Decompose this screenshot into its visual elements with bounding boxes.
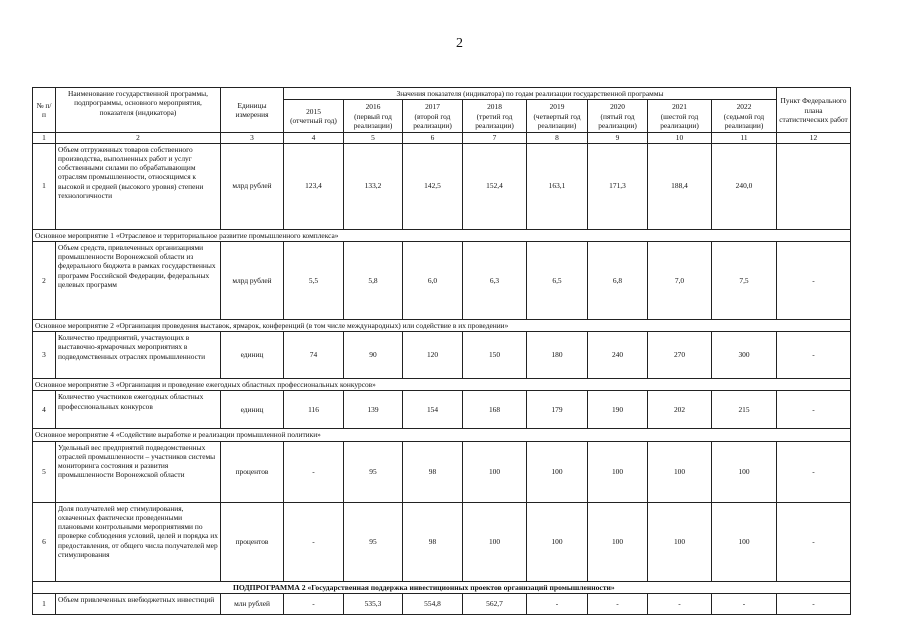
indicator-units: единиц (221, 332, 284, 379)
header-no: № п/п (33, 88, 56, 133)
indicator-units: единиц (221, 391, 284, 429)
indicator-value: 152,4 (463, 143, 527, 229)
indicator-value: 139 (344, 391, 403, 429)
indicator-value: 5,5 (284, 241, 344, 319)
table-row (33, 143, 851, 229)
indicator-name: Объем средств, привлеченных организациями промышленности Воронежской области из федерального бюджета в рамках государственных программ Российской Федерации, федеральных целевых программ (56, 241, 221, 319)
indicator-value: 215 (712, 391, 777, 429)
column-number: 5 (344, 133, 403, 143)
indicator-value: 100 (712, 502, 777, 581)
column-number: 4 (284, 133, 344, 143)
header-year (588, 100, 648, 133)
indicator-value: 74 (284, 332, 344, 379)
indicator-value: - (527, 593, 588, 614)
indicator-value: 100 (588, 502, 648, 581)
page-number: 2 (456, 36, 463, 51)
row-number: 5 (33, 441, 56, 502)
fed-plan-item: - (777, 241, 851, 319)
indicator-value: 190 (588, 391, 648, 429)
indicator-units: процентов (221, 441, 284, 502)
row-number: 2 (33, 241, 56, 319)
column-number: 3 (221, 133, 284, 143)
year-label: 2021 (672, 102, 687, 112)
indicator-value: 5,8 (344, 241, 403, 319)
indicator-value: 270 (648, 332, 712, 379)
indicator-value: 100 (463, 502, 527, 581)
indicator-value: 98 (403, 502, 463, 581)
indicator-value: 240 (588, 332, 648, 379)
indicator-value: 168 (463, 391, 527, 429)
table-row (33, 332, 851, 379)
year-note: (четвертый год реализации) (533, 111, 581, 130)
indicator-value: 123,4 (284, 143, 344, 229)
table-row (33, 241, 851, 319)
indicator-value: 95 (344, 502, 403, 581)
indicator-value: 150 (463, 332, 527, 379)
year-note: (второй год реализации) (413, 111, 452, 130)
indicator-value: 100 (648, 502, 712, 581)
indicator-value: 154 (403, 391, 463, 429)
indicator-value: 100 (588, 441, 648, 502)
subprogram-row (33, 581, 851, 593)
indicator-value: 188,4 (648, 143, 712, 229)
year-label: 2020 (610, 102, 625, 112)
indicator-value: 100 (463, 441, 527, 502)
indicator-value: 142,5 (403, 143, 463, 229)
fed-plan-item: - (777, 391, 851, 429)
column-number: 1 (33, 133, 56, 143)
fed-plan-item (777, 143, 851, 229)
subprogram-title: ПОДПРОГРАММА 2 «Государственная поддержка инвестиционных проектов организаций промышленности» (33, 581, 851, 593)
header-fed-plan: Пункт Федерального плана статистических работ (777, 88, 851, 133)
indicator-value: 95 (344, 441, 403, 502)
year-label: 2022 (736, 102, 752, 112)
indicator-name: Объем отгруженных товаров собственного производства, выполненных работ и услуг собственными силами по обрабатывающим отраслям промышленности, относящимся к высокой и средней (высокого уровня) степени технологичности (56, 143, 221, 229)
indicator-units: процентов (221, 502, 284, 581)
section-title: Основное мероприятие 4 «Содействие выработке и реализации промышленной политики» (33, 429, 851, 441)
year-label: 2018 (487, 102, 502, 112)
indicator-name: Доля получателей мер стимулирования, охваченных фактически проведенными плановыми контрольными мероприятиями по проверке соблюдения условий, целей и порядка их предоставления, от общего числа получателей мер стимулирования (56, 502, 221, 581)
header-units: Единицы измерения (221, 88, 284, 133)
table-row (33, 502, 851, 581)
row-number: 4 (33, 391, 56, 429)
column-number: 2 (56, 133, 221, 143)
header-year (344, 100, 403, 133)
indicator-value: - (284, 502, 344, 581)
year-label: 2017 (425, 102, 440, 112)
section-row (33, 319, 851, 331)
column-number: 9 (588, 133, 648, 143)
section-title: Основное мероприятие 3 «Организация и проведение ежегодных областных профессиональных конкурсов» (33, 379, 851, 391)
indicator-value: 100 (648, 441, 712, 502)
column-number: 6 (403, 133, 463, 143)
year-note: (третий год реализации) (475, 111, 514, 130)
year-label: 2016 (365, 102, 381, 112)
indicator-name: Объем привлеченных внебюджетных инвестиций (56, 593, 221, 614)
indicator-value: 180 (527, 332, 588, 379)
year-label: 2019 (549, 102, 565, 112)
row-number: 6 (33, 502, 56, 581)
column-number: 11 (712, 133, 777, 143)
indicator-name: Удельный вес предприятий подведомственных отраслей промышленности – участников системы мониторинга состояния и развития промышленности Воронежской области (56, 441, 221, 502)
indicator-value: - (588, 593, 648, 614)
indicator-value: 7,0 (648, 241, 712, 319)
year-note: (седьмой год реализации) (723, 111, 765, 130)
indicator-value: - (284, 593, 344, 614)
indicator-value: 179 (527, 391, 588, 429)
year-note: (отчетный год) (290, 116, 337, 126)
section-row (33, 379, 851, 391)
section-title: Основное мероприятие 2 «Организация проведения выставок, ярмарок, конференций (в том числе международных) или содействие в их проведении» (33, 319, 851, 331)
indicator-value: 6,3 (463, 241, 527, 319)
fed-plan-item: - (777, 593, 851, 614)
indicator-value: 6,0 (403, 241, 463, 319)
indicator-value: 100 (712, 441, 777, 502)
section-title: Основное мероприятие 1 «Отраслевое и территориальное развитие промышленного комплекса» (33, 229, 851, 241)
header-year (712, 100, 777, 133)
indicator-units: млн рублей (221, 593, 284, 614)
row-number: 1 (33, 143, 56, 229)
table-row (33, 391, 851, 429)
table-row (33, 593, 851, 614)
column-number: 12 (777, 133, 851, 143)
fed-plan-item: - (777, 441, 851, 502)
indicator-units: млрд рублей (221, 143, 284, 229)
header-year (284, 100, 344, 133)
indicator-value: 562,7 (463, 593, 527, 614)
indicator-value: 120 (403, 332, 463, 379)
header-year (648, 100, 712, 133)
indicator-value: 535,3 (344, 593, 403, 614)
indicator-value: - (284, 441, 344, 502)
indicator-value: 90 (344, 332, 403, 379)
header-year (403, 100, 463, 133)
year-note: (первый год реализации) (353, 111, 393, 130)
indicator-value: 163,1 (527, 143, 588, 229)
indicator-value: 240,0 (712, 143, 777, 229)
column-number: 7 (463, 133, 527, 143)
column-number: 10 (648, 133, 712, 143)
year-note: (пятый год реализации) (598, 111, 637, 130)
column-number: 8 (527, 133, 588, 143)
year-note: (шестой год реализации) (660, 111, 699, 130)
table-row (33, 441, 851, 502)
indicators-table (32, 87, 851, 615)
indicator-value: - (712, 593, 777, 614)
section-row (33, 229, 851, 241)
header-values-group: Значения показателя (индикатора) по годам реализации государственной программы (284, 88, 777, 100)
header-name: Наименование государственной программы, подпрограммы, основного мероприятия, показателя (индикатора) (56, 88, 221, 133)
indicator-name: Количество участников ежегодных областных профессиональных конкурсов (56, 391, 221, 429)
row-number: 3 (33, 332, 56, 379)
fed-plan-item: - (777, 332, 851, 379)
indicator-value: 6,8 (588, 241, 648, 319)
header-year (463, 100, 527, 133)
indicator-value: 133,2 (344, 143, 403, 229)
indicator-value: 98 (403, 441, 463, 502)
header-year (527, 100, 588, 133)
indicator-name: Количество предприятий, участвующих в выставочно-ярмарочных мероприятиях в подведомственных отраслях промышленности (56, 332, 221, 379)
indicator-value: 202 (648, 391, 712, 429)
indicator-value: 171,3 (588, 143, 648, 229)
indicator-value: 100 (527, 441, 588, 502)
indicator-value: - (648, 593, 712, 614)
indicator-value: 116 (284, 391, 344, 429)
fed-plan-item: - (777, 502, 851, 581)
indicator-value: 100 (527, 502, 588, 581)
indicator-value: 300 (712, 332, 777, 379)
indicator-value: 554,8 (403, 593, 463, 614)
indicator-units: млрд рублей (221, 241, 284, 319)
indicator-value: 7,5 (712, 241, 777, 319)
row-number: 1 (33, 593, 56, 614)
section-row (33, 429, 851, 441)
year-label: 2015 (306, 107, 321, 116)
indicator-value: 6,5 (527, 241, 588, 319)
